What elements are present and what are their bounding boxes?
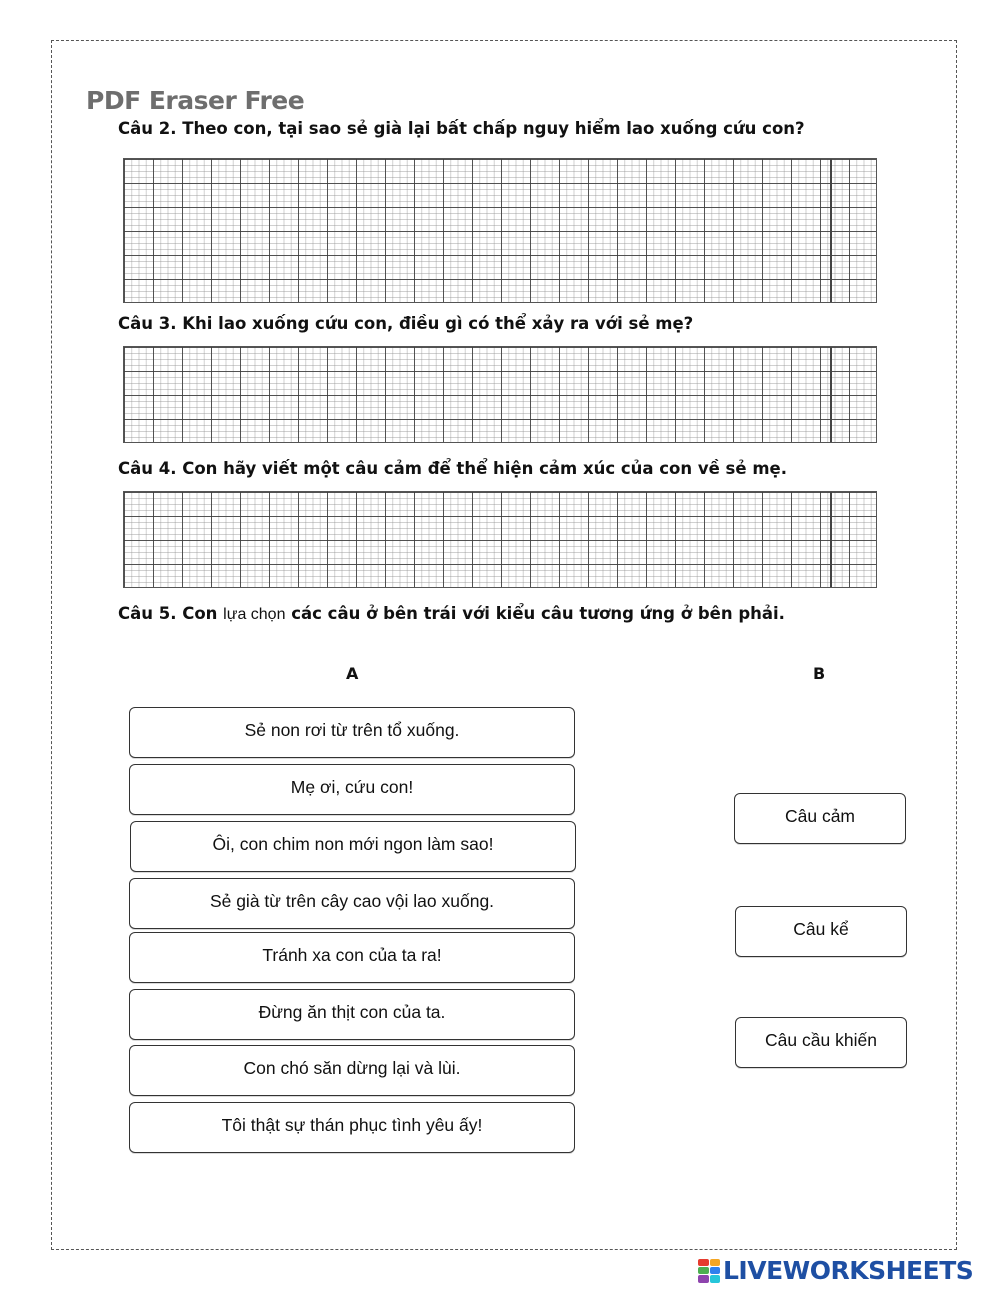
type-box-exclamatory[interactable]: Câu cảm (734, 793, 906, 844)
grid-margin-line (830, 347, 832, 442)
question-5-handwritten: lựa chọn (223, 606, 286, 623)
liveworksheets-logo-icon (698, 1259, 720, 1283)
type-box-imperative[interactable]: Câu cầu khiến (735, 1017, 907, 1068)
sentence-box-5[interactable]: Tránh xa con của ta ra! (129, 932, 575, 983)
question-5 (118, 604, 785, 624)
column-b-label: B (813, 664, 826, 683)
type-box-declarative[interactable]: Câu kể (735, 906, 907, 957)
sentence-box-1[interactable]: Sẻ non rơi từ trên tổ xuống. (129, 707, 575, 758)
sentence-box-3[interactable]: Ôi, con chim non mới ngon làm sao! (130, 821, 576, 872)
answer-grid-q3[interactable] (123, 346, 877, 443)
grid-margin-line (830, 492, 832, 587)
liveworksheets-logo-text: LIVEWORKSHEETS (723, 1256, 974, 1285)
question-4: Câu 4. Con hãy viết một câu cảm để thể hiện cảm xúc của con về sẻ mẹ. (118, 459, 787, 478)
question-3: Câu 3. Khi lao xuống cứu con, điều gì có thể xảy ra với sẻ mẹ? (118, 314, 694, 333)
column-a-label: A (346, 664, 359, 683)
sentence-box-8[interactable]: Tôi thật sự thán phục tình yêu ấy! (129, 1102, 575, 1153)
sentence-box-2[interactable]: Mẹ ơi, cứu con! (129, 764, 575, 815)
question-5-start: Câu 5. Con (118, 604, 218, 623)
question-5-end: các câu ở bên trái với kiểu câu tương ứng ở bên phải. (291, 604, 785, 623)
liveworksheets-logo[interactable] (698, 1256, 973, 1285)
sentence-box-4[interactable]: Sẻ già từ trên cây cao vội lao xuống. (129, 878, 575, 929)
grid-margin-line (830, 159, 832, 302)
answer-grid-q4[interactable] (123, 491, 877, 588)
answer-grid-q2[interactable] (123, 158, 877, 303)
sentence-box-7[interactable]: Con chó săn dừng lại và lùi. (129, 1045, 575, 1096)
sentence-box-6[interactable]: Đừng ăn thịt con của ta. (129, 989, 575, 1040)
watermark-text: PDF Eraser Free (86, 86, 305, 115)
question-2: Câu 2. Theo con, tại sao sẻ già lại bất chấp nguy hiểm lao xuống cứu con? (118, 119, 805, 138)
